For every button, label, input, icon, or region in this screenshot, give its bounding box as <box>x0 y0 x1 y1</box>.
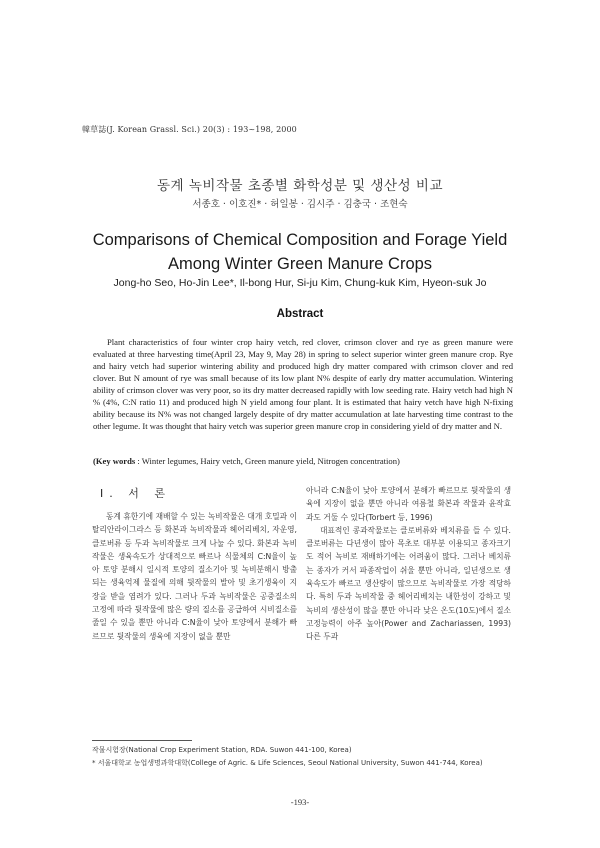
section-heading-introduction: Ⅰ. 서 론 <box>100 487 171 500</box>
intro-paragraph-left: 동계 휴한기에 재배할 수 있는 녹비작물은 대개 호밀과 이탈리안라이그라스 등 화본과 녹비작물과 헤어리베치, 자운영, 클로버류 등 두과 녹비작물로 크게 나눌 수 있다. 화본과 녹비작물은 생육속도가 상대적으로 빠르나 식물체의 C:N율이 높아 토양 분해시 일시적 토양의 질소기아 및 녹비분해시 방출되는 생육억제 물질에 의해 뒷작물의 발아 및 초기생육이 지장을 받을 염려가 있다. 그러나 두과 녹비작물은 공중질소의 고정에 따라 뒷작물에 많은 량의 질소를 공급하여 시비질소를 줄일 수 있을 뿐만 아니라 C:N율이 낮아 토양에서 분해가 빠르므로 뒷작물의 생육에 지장이 없을 뿐만 <box>92 512 297 641</box>
intro-paragraph-right-1: 아니라 C:N율이 낮아 토양에서 분해가 빠르므로 뒷작물의 생육에 지장이 없을 뿐만 아니라 여름철 화본과 작물과 윤작효과도 거둘 수 있다(Torbert 등, 1996) <box>306 486 511 522</box>
abstract-text <box>93 336 513 432</box>
keywords <box>93 456 523 466</box>
english-title-line1: Comparisons of Chemical Composition and Forage Yield <box>92 231 508 249</box>
journal-reference: 韓草誌(J. Korean Grassl. Sci.) 20(3) : 193~198, 2000 <box>82 125 297 134</box>
english-title <box>0 228 600 276</box>
keywords-text: : Winter legumes, Hairy vetch, Green manure yield, Nitrogen concentration) <box>135 456 400 466</box>
intro-paragraph-right-2: 대표적인 콩과작물로는 클로버류와 베치류를 들 수 있다. 클로버류는 다년생이 많아 목초로 대부분 이용되고 종자크기도 적어 녹비로 재배하기에는 어려움이 많다. 그러나 베치류는 종자가 커서 파종작업이 쉬울 뿐만 아니라, 일년생으로 생육속도가 빠르고 생산량이 많으므로 녹비작물로 가장 적당하다. 특히 두과 녹비작물 중 헤어리베치는 내한성이 강하고 및 녹비의 생산성이 많을 뿐만 아니라 낮은 온도(10도)에서 질소 고정능력이 아주 높아(Power and Zachariassen, 1993) 다른 두과 <box>306 525 511 642</box>
page-number: -193- <box>290 797 310 807</box>
footnote-divider <box>92 740 192 741</box>
right-column <box>306 484 511 644</box>
footnote-affiliation-2: * 서울대학교 농업생명과학대학(College of Agric. & Life Sciences, Seoul National University, Suwon 441-744, Korea) <box>92 759 483 767</box>
english-authors: Jong-ho Seo, Ho-Jin Lee*, Il-bong Hur, Si-ju Kim, Chung-kuk Kim, Hyeon-suk Jo <box>113 277 487 289</box>
english-title-line2: Among Winter Green Manure Crops <box>167 255 433 273</box>
keywords-label: (Key words <box>93 456 136 466</box>
footnote-affiliation-1: 작물시험장(National Crop Experiment Station, RDA. Suwon 441-100, Korea) <box>92 746 352 754</box>
left-column <box>92 484 297 643</box>
korean-authors: 서종호 · 이호진* · 허일봉 · 김시주 · 김충국 · 조현숙 <box>192 199 408 210</box>
korean-title: 동계 녹비작물 초종별 화학성분 및 생산성 비교 <box>156 178 444 194</box>
abstract-heading: Abstract <box>276 308 324 320</box>
abstract-body: Plant characteristics of four winter crop hairy vetch, red clover, crimson clover and rye as green manure were evaluated at three harvesting time(April 23, May 9, May 28) in spring to select superior winter green manure crop. Rye and hairy vetch had superior wintering ability and produced high dry matter compared with crimson clover and red clover. But N amount of rye was small because of its low plant N% despite of early dry matter accumulation. Wintering ability of crimson clover was very poor, so its dry matter decreased rapidly with low seeding rate. Hairy vetch had high N % (4%, C:N ratio 11) and produced high N yield among four plant. It is estimated that hairy vetch have high N-fixing ability because its N% was not changed largely despite of dry matter accumulation at late harvesting time contrast to the other legume. It was thought that hairy vetch was superior green manure crop in considering yield of dry matter and N. <box>93 337 513 432</box>
